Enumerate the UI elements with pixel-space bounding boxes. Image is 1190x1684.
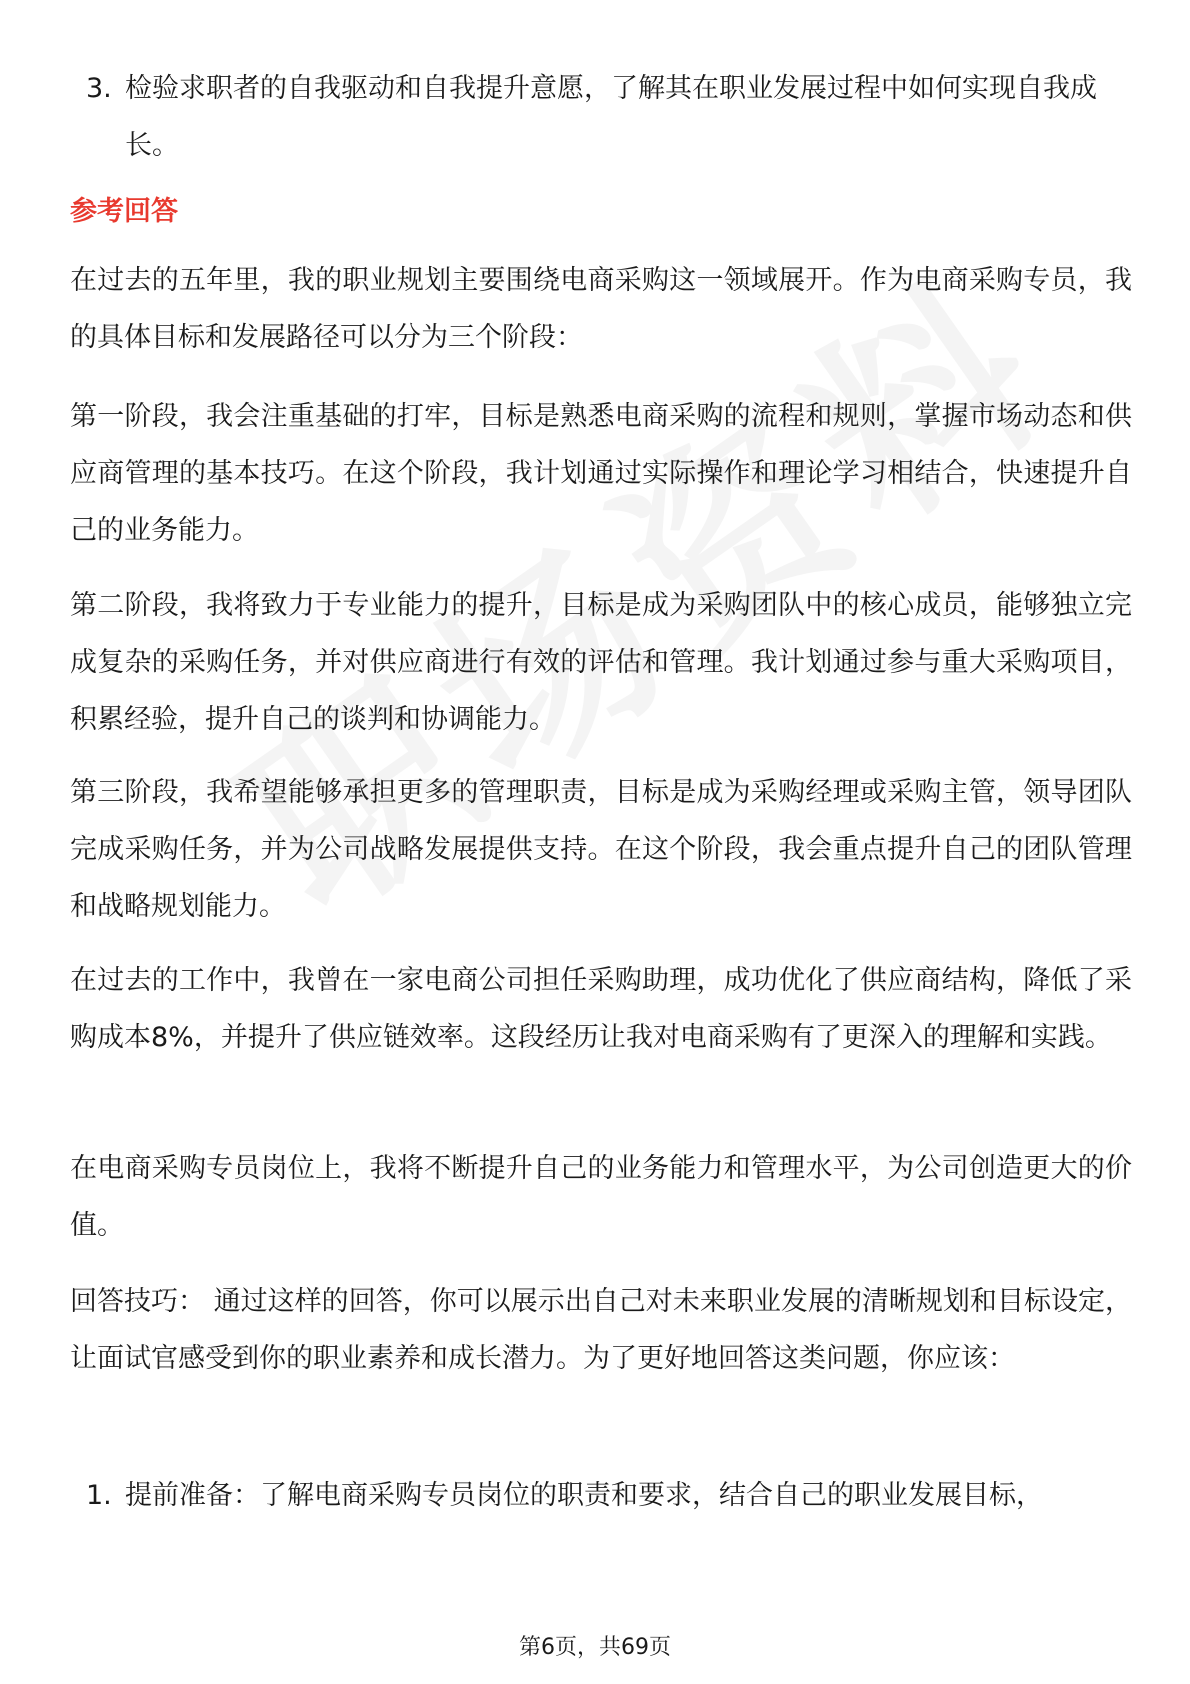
list-number: 3. — [86, 73, 112, 104]
list-item-text: 检验求职者的自我驱动和自我提升意愿，了解其在职业发展过程中如何实现自我成长。 — [125, 73, 1097, 161]
paragraph-experience: 在过去的工作中，我曾在一家电商公司担任采购助理，成功优化了供应商结构，降低了采购成本8%，并提升了供应链效率。这段经历让我对电商采购有了更深入的理解和实践。 — [70, 965, 1132, 1053]
paragraph-stage-three: 第三阶段，我希望能够承担更多的管理职责，目标是成为采购经理或采购主管，领导团队完成采购任务，并为公司战略发展提供支持。在这个阶段，我会重点提升自己的团队管理和战略规划能力。 — [70, 777, 1132, 922]
section-heading: 参考回答 — [70, 196, 178, 227]
paragraph-stage-two: 第二阶段，我将致力于专业能力的提升，目标是成为采购团队中的核心成员，能够独立完成复杂的采购任务，并对供应商进行有效的评估和管理。我计划通过参与重大采购项目，积累经验，提升自己的谈判和协调能力。 — [70, 590, 1132, 735]
list-item-text: 提前准备：了解电商采购专员岗位的职责和要求，结合自己的职业发展目标， — [125, 1480, 1043, 1511]
paragraph-stage-one: 第一阶段，我会注重基础的打牢，目标是熟悉电商采购的流程和规则，掌握市场动态和供应商管理的基本技巧。在这个阶段，我计划通过实际操作和理论学习相结合，快速提升自己的业务能力。 — [70, 401, 1132, 546]
paragraph-conclusion: 在电商采购专员岗位上，我将不断提升自己的业务能力和管理水平，为公司创造更大的价值。 — [70, 1153, 1132, 1241]
paragraph-intro: 在过去的五年里，我的职业规划主要围绕电商采购这一领域展开。作为电商采购专员，我的具体目标和发展路径可以分为三个阶段： — [70, 265, 1132, 353]
list-number: 1. — [86, 1480, 112, 1511]
list-item-1 — [70, 1467, 1130, 1524]
list-item-3 — [70, 60, 1130, 174]
page-footer: 第6页，共69页 — [519, 1635, 671, 1660]
paragraph-answer-tips: 回答技巧： 通过这样的回答，你可以展示出自己对未来职业发展的清晰规划和目标设定，让面试官感受到你的职业素养和成长潜力。为了更好地回答这类问题，你应该： — [70, 1286, 1132, 1374]
